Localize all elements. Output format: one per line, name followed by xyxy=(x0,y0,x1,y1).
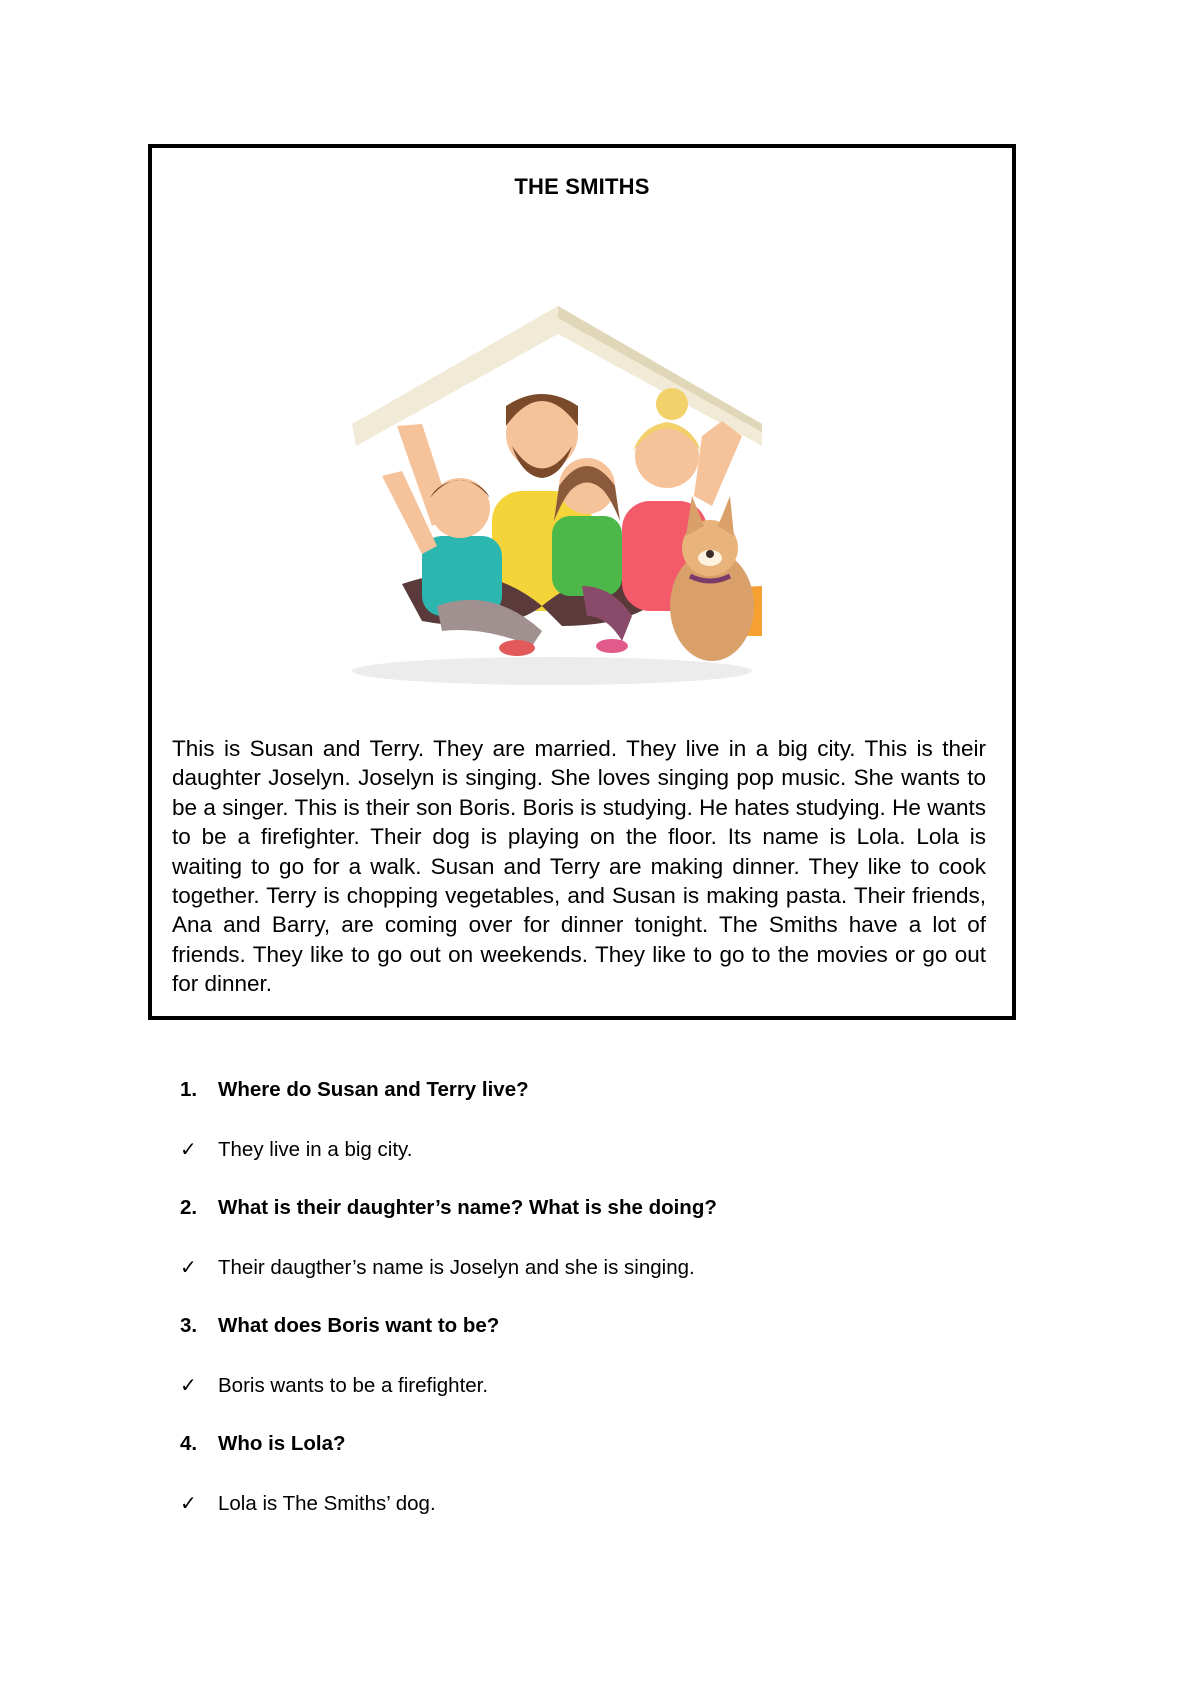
page-title: THE SMITHS xyxy=(514,174,650,199)
checkmark-icon: ✓ xyxy=(180,1493,197,1515)
checkmark-icon: ✓ xyxy=(180,1139,197,1161)
question-4 xyxy=(180,1432,346,1456)
question-text: What does Boris want to be? xyxy=(218,1314,500,1337)
answer-1 xyxy=(180,1137,412,1162)
answer-text: Lola is The Smiths’ dog. xyxy=(218,1492,436,1515)
answer-4 xyxy=(180,1491,436,1516)
answer-text: They live in a big city. xyxy=(218,1138,413,1161)
family-under-roof-illustration xyxy=(342,286,774,696)
question-3 xyxy=(180,1314,499,1338)
checkmark-icon: ✓ xyxy=(180,1375,197,1397)
question-number: 4. xyxy=(180,1432,198,1455)
answer-text: Boris wants to be a firefighter. xyxy=(218,1374,489,1397)
question-2 xyxy=(180,1196,717,1220)
question-1 xyxy=(180,1078,529,1102)
question-text: Who is Lola? xyxy=(218,1432,346,1455)
question-number: 3. xyxy=(180,1314,198,1337)
answer-text: Their daugther’s name is Joselyn and she is singing. xyxy=(218,1256,695,1279)
question-number: 1. xyxy=(180,1078,198,1101)
question-number: 2. xyxy=(180,1196,198,1219)
story-box xyxy=(148,144,1016,1020)
answer-2 xyxy=(180,1255,695,1280)
checkmark-icon: ✓ xyxy=(180,1257,197,1279)
question-text: What is their daughter’s name? What is she doing? xyxy=(218,1196,717,1219)
question-text: Where do Susan and Terry live? xyxy=(218,1078,529,1101)
story-paragraph: This is Susan and Terry. They are married. They live in a big city. This is their daughter Joselyn. Joselyn is singing. She loves singing pop music. She wants to be a singer. This is their son Boris. Boris is studying. He hates studying. He wants to be a firefighter. Their dog is playing on the floor. Its name is Lola. Lola is waiting to go for a walk. Susan and Terry are making dinner. They like to cook together. Terry is chopping vegetables, and Susan is making pasta. Their friends, Ana and Barry, are coming over for dinner tonight. The Smiths have a lot of friends. They like to go out on weekends. They like to go to the movies or go out for dinner. xyxy=(172,736,986,997)
answer-3 xyxy=(180,1373,488,1398)
